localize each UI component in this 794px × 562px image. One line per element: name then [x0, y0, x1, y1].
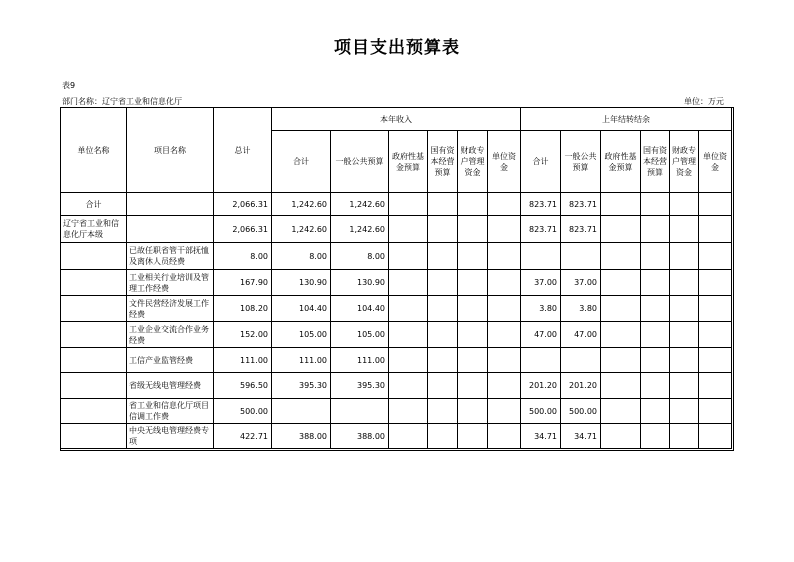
- row-project: 工业相关行业培训及管理工作经费: [127, 270, 214, 296]
- row-unit-funds: [488, 373, 521, 399]
- header-subtotal: 合计: [272, 131, 331, 193]
- row-unit: [61, 373, 127, 399]
- row-unit-funds: [488, 243, 521, 270]
- row-prev-unit-funds: [699, 193, 732, 216]
- row-prev-unit-funds: [699, 216, 732, 243]
- row-general-budget: 105.00: [331, 322, 389, 348]
- row-general-budget: [331, 399, 389, 424]
- row-prev-unit-funds: [699, 424, 732, 449]
- row-project: 工信产业监管经费: [127, 348, 214, 373]
- row-general-budget: 8.00: [331, 243, 389, 270]
- row-prev-total: 201.20: [521, 373, 561, 399]
- row-unit: [61, 296, 127, 322]
- row-subtotal: 105.00: [272, 322, 331, 348]
- row-prev-fiscal-special: [670, 373, 699, 399]
- row-state-capital: [428, 399, 458, 424]
- row-fiscal-special: [458, 399, 488, 424]
- row-fiscal-special: [458, 216, 488, 243]
- row-subtotal: 1,242.60: [272, 216, 331, 243]
- row-state-capital: [428, 424, 458, 449]
- row-total: 596.50: [214, 373, 272, 399]
- row-prev-state-capital: [641, 322, 670, 348]
- table-row: [61, 216, 732, 243]
- row-general-budget: 104.40: [331, 296, 389, 322]
- header-fiscal-special: 财政专户管理资金: [458, 131, 488, 193]
- row-prev-fiscal-special: [670, 348, 699, 373]
- row-prev-general: 37.00: [561, 270, 601, 296]
- header-prev-subtotal: 合计: [521, 131, 561, 193]
- row-prev-gov-fund: [601, 270, 641, 296]
- table-row: [61, 296, 732, 322]
- row-subtotal: 104.40: [272, 296, 331, 322]
- row-subtotal: 388.00: [272, 424, 331, 449]
- row-unit: [61, 243, 127, 270]
- header-state-capital: 国有资本经营预算: [428, 131, 458, 193]
- row-subtotal: 1,242.60: [272, 193, 331, 216]
- row-prev-gov-fund: [601, 193, 641, 216]
- row-prev-gov-fund: [601, 296, 641, 322]
- row-prev-gov-fund: [601, 424, 641, 449]
- row-prev-total: 37.00: [521, 270, 561, 296]
- header-row-1: [61, 108, 732, 131]
- row-project: 省级无线电管理经费: [127, 373, 214, 399]
- row-prev-general: 500.00: [561, 399, 601, 424]
- row-prev-state-capital: [641, 348, 670, 373]
- row-prev-gov-fund: [601, 373, 641, 399]
- row-gov-fund: [389, 296, 428, 322]
- header-prev-state-capital: 国有资本经营预算: [641, 131, 670, 193]
- row-prev-fiscal-special: [670, 216, 699, 243]
- header-current-income: 本年收入: [272, 108, 521, 131]
- row-unit: [61, 348, 127, 373]
- row-unit-funds: [488, 270, 521, 296]
- row-prev-total: [521, 348, 561, 373]
- row-fiscal-special: [458, 348, 488, 373]
- row-prev-unit-funds: [699, 348, 732, 373]
- row-prev-total: 3.80: [521, 296, 561, 322]
- row-prev-general: 823.71: [561, 193, 601, 216]
- row-unit: [61, 322, 127, 348]
- row-total: 2,066.31: [214, 193, 272, 216]
- row-state-capital: [428, 373, 458, 399]
- row-unit-funds: [488, 322, 521, 348]
- row-gov-fund: [389, 424, 428, 449]
- row-prev-total: [521, 243, 561, 270]
- row-general-budget: 1,242.60: [331, 216, 389, 243]
- header-prev-general: 一般公共预算: [561, 131, 601, 193]
- row-general-budget: 130.90: [331, 270, 389, 296]
- row-prev-gov-fund: [601, 399, 641, 424]
- row-subtotal: 130.90: [272, 270, 331, 296]
- row-fiscal-special: [458, 243, 488, 270]
- header-prev-gov-fund: 政府性基金预算: [601, 131, 641, 193]
- row-prev-fiscal-special: [670, 193, 699, 216]
- table-row: [61, 322, 732, 348]
- row-subtotal: 395.30: [272, 373, 331, 399]
- header-general-budget: 一般公共预算: [331, 131, 389, 193]
- row-unit: 辽宁省工业和信息化厅本级: [61, 216, 127, 243]
- row-prev-unit-funds: [699, 399, 732, 424]
- table-row: [61, 193, 732, 216]
- row-prev-fiscal-special: [670, 399, 699, 424]
- row-total: 422.71: [214, 424, 272, 449]
- header-unit-funds: 单位资金: [488, 131, 521, 193]
- row-prev-total: 823.71: [521, 193, 561, 216]
- unit-label: 单位：万元: [684, 97, 724, 106]
- row-total: 500.00: [214, 399, 272, 424]
- row-prev-gov-fund: [601, 243, 641, 270]
- row-prev-total: 47.00: [521, 322, 561, 348]
- table-row: [61, 243, 732, 270]
- row-prev-unit-funds: [699, 270, 732, 296]
- header-project-name: 项目名称: [127, 108, 214, 193]
- table-row: [61, 373, 732, 399]
- row-fiscal-special: [458, 373, 488, 399]
- row-prev-fiscal-special: [670, 243, 699, 270]
- row-prev-fiscal-special: [670, 270, 699, 296]
- row-prev-general: 47.00: [561, 322, 601, 348]
- row-state-capital: [428, 296, 458, 322]
- row-fiscal-special: [458, 322, 488, 348]
- table-row: [61, 424, 732, 449]
- row-prev-unit-funds: [699, 322, 732, 348]
- row-fiscal-special: [458, 270, 488, 296]
- row-prev-state-capital: [641, 399, 670, 424]
- row-unit-funds: [488, 296, 521, 322]
- row-unit: 合计: [61, 193, 127, 216]
- row-unit-funds: [488, 424, 521, 449]
- row-gov-fund: [389, 373, 428, 399]
- row-prev-fiscal-special: [670, 424, 699, 449]
- row-gov-fund: [389, 348, 428, 373]
- row-project: [127, 216, 214, 243]
- row-project: 工业企业交流合作业务经费: [127, 322, 214, 348]
- row-prev-gov-fund: [601, 216, 641, 243]
- row-prev-general: 34.71: [561, 424, 601, 449]
- row-general-budget: 388.00: [331, 424, 389, 449]
- row-state-capital: [428, 322, 458, 348]
- row-fiscal-special: [458, 193, 488, 216]
- row-project: 已故任职省管干部抚恤及离休人员经费: [127, 243, 214, 270]
- department-name: 部门名称：辽宁省工业和信息化厅: [62, 97, 182, 106]
- row-prev-general: 823.71: [561, 216, 601, 243]
- row-prev-unit-funds: [699, 243, 732, 270]
- row-gov-fund: [389, 322, 428, 348]
- row-fiscal-special: [458, 296, 488, 322]
- row-prev-state-capital: [641, 193, 670, 216]
- row-prev-unit-funds: [699, 296, 732, 322]
- row-prev-state-capital: [641, 424, 670, 449]
- header-total: 总计: [214, 108, 272, 193]
- row-subtotal: 8.00: [272, 243, 331, 270]
- table-row: [61, 399, 732, 424]
- row-general-budget: 395.30: [331, 373, 389, 399]
- row-prev-general: 201.20: [561, 373, 601, 399]
- row-state-capital: [428, 348, 458, 373]
- row-total: 108.20: [214, 296, 272, 322]
- row-prev-state-capital: [641, 243, 670, 270]
- budget-table: [60, 107, 732, 449]
- row-prev-state-capital: [641, 270, 670, 296]
- row-state-capital: [428, 193, 458, 216]
- row-gov-fund: [389, 193, 428, 216]
- row-prev-general: [561, 243, 601, 270]
- row-prev-total: 34.71: [521, 424, 561, 449]
- header-gov-fund: 政府性基金预算: [389, 131, 428, 193]
- row-gov-fund: [389, 243, 428, 270]
- row-unit-funds: [488, 348, 521, 373]
- row-unit-funds: [488, 193, 521, 216]
- row-unit: [61, 424, 127, 449]
- row-prev-fiscal-special: [670, 296, 699, 322]
- table-row: [61, 270, 732, 296]
- row-state-capital: [428, 270, 458, 296]
- row-total: 167.90: [214, 270, 272, 296]
- row-total: 8.00: [214, 243, 272, 270]
- row-prev-state-capital: [641, 296, 670, 322]
- page-title: 项目支出预算表: [334, 38, 460, 58]
- row-fiscal-special: [458, 424, 488, 449]
- header-unit-name: 单位名称: [61, 108, 127, 193]
- row-gov-fund: [389, 399, 428, 424]
- row-state-capital: [428, 243, 458, 270]
- row-unit-funds: [488, 216, 521, 243]
- table-row: [61, 348, 732, 373]
- row-prev-general: 3.80: [561, 296, 601, 322]
- header-prev-fiscal-special: 财政专户管理资金: [670, 131, 699, 193]
- row-project: 文件民营经济发展工作经费: [127, 296, 214, 322]
- row-project: 省工业和信息化厅项目信调工作费: [127, 399, 214, 424]
- row-prev-unit-funds: [699, 373, 732, 399]
- row-prev-general: [561, 348, 601, 373]
- row-state-capital: [428, 216, 458, 243]
- row-total: 2,066.31: [214, 216, 272, 243]
- row-unit: [61, 270, 127, 296]
- row-prev-fiscal-special: [670, 322, 699, 348]
- row-project: 中央无线电管理经费专项: [127, 424, 214, 449]
- header-prev-balance: 上年结转结余: [521, 108, 732, 131]
- row-subtotal: [272, 399, 331, 424]
- row-gov-fund: [389, 216, 428, 243]
- header-prev-unit-funds: 单位资金: [699, 131, 732, 193]
- row-subtotal: 111.00: [272, 348, 331, 373]
- row-general-budget: 1,242.60: [331, 193, 389, 216]
- row-unit-funds: [488, 399, 521, 424]
- row-unit: [61, 399, 127, 424]
- row-total: 152.00: [214, 322, 272, 348]
- row-prev-gov-fund: [601, 348, 641, 373]
- row-total: 111.00: [214, 348, 272, 373]
- row-project: [127, 193, 214, 216]
- row-gov-fund: [389, 270, 428, 296]
- row-prev-state-capital: [641, 216, 670, 243]
- row-general-budget: 111.00: [331, 348, 389, 373]
- row-prev-gov-fund: [601, 322, 641, 348]
- row-prev-state-capital: [641, 373, 670, 399]
- row-prev-total: 500.00: [521, 399, 561, 424]
- row-prev-total: 823.71: [521, 216, 561, 243]
- table-number: 表9: [62, 81, 76, 90]
